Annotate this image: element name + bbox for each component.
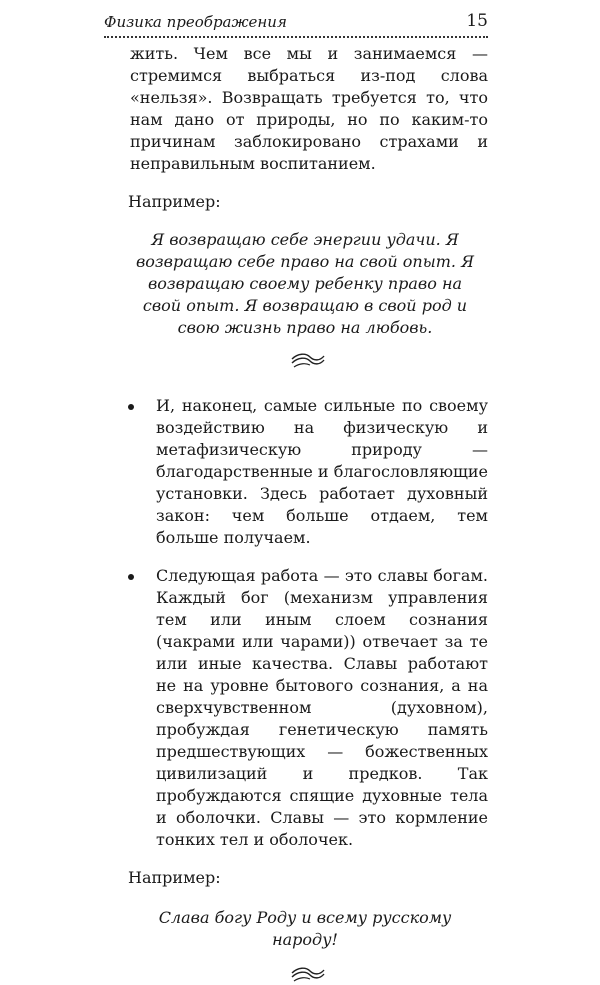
bullet-icon <box>128 404 134 410</box>
list-item <box>128 565 488 851</box>
example-affirmation: Я возвращаю себе энергии удачи. Я возвращаю себе право на свой опыт. Я возвращаю своему ребенку право на свой опыт. Я возвращаю в свой род и свою жизнь право на любовь. <box>135 230 475 337</box>
bullet-list <box>128 395 488 851</box>
example-glorification: Слава богу Роду и всему русскому народу! <box>158 908 452 949</box>
header-title: Физика преображения <box>104 13 287 31</box>
list-item-text: И, наконец, самые сильные по своему воздействию на физическую и метафизическую природу — благодарственные и благословляющие установки. Здесь работает духовный закон: чем больше отдаем, тем больше получаем. <box>156 396 488 547</box>
page-number: 15 <box>466 11 488 31</box>
example-label: Например: <box>128 192 221 211</box>
bullet-icon <box>128 574 134 580</box>
list-item <box>128 395 488 549</box>
paragraph-continuation: жить. Чем все мы и занимаемся — стремимся выбраться из-под слова «нельзя». Возвращать требуется то, что нам дано от природы, но по каким-то причинам заблокировано страхами и неправильным воспитанием. <box>130 44 488 173</box>
flourish-ornament-icon <box>288 351 328 371</box>
list-item-text: Следующая работа — это славы богам. Каждый бог (механизм управления тем или иным слоем сознания (чакрами или чарами)) отвечает за те или иные качества. Славы работают не на уровне бытового сознания, а на сверхчувственном (духовном), пробуждая генетическую память предшествующих — божественных цивилизаций и предков. Так пробуждаются спящие духовные тела и оболочки. Славы — это кормление тонких тел и оболочек. <box>156 566 488 849</box>
example-label: Например: <box>128 868 221 887</box>
page-body <box>128 43 488 985</box>
running-header <box>104 10 488 38</box>
flourish-ornament-icon <box>288 965 328 985</box>
